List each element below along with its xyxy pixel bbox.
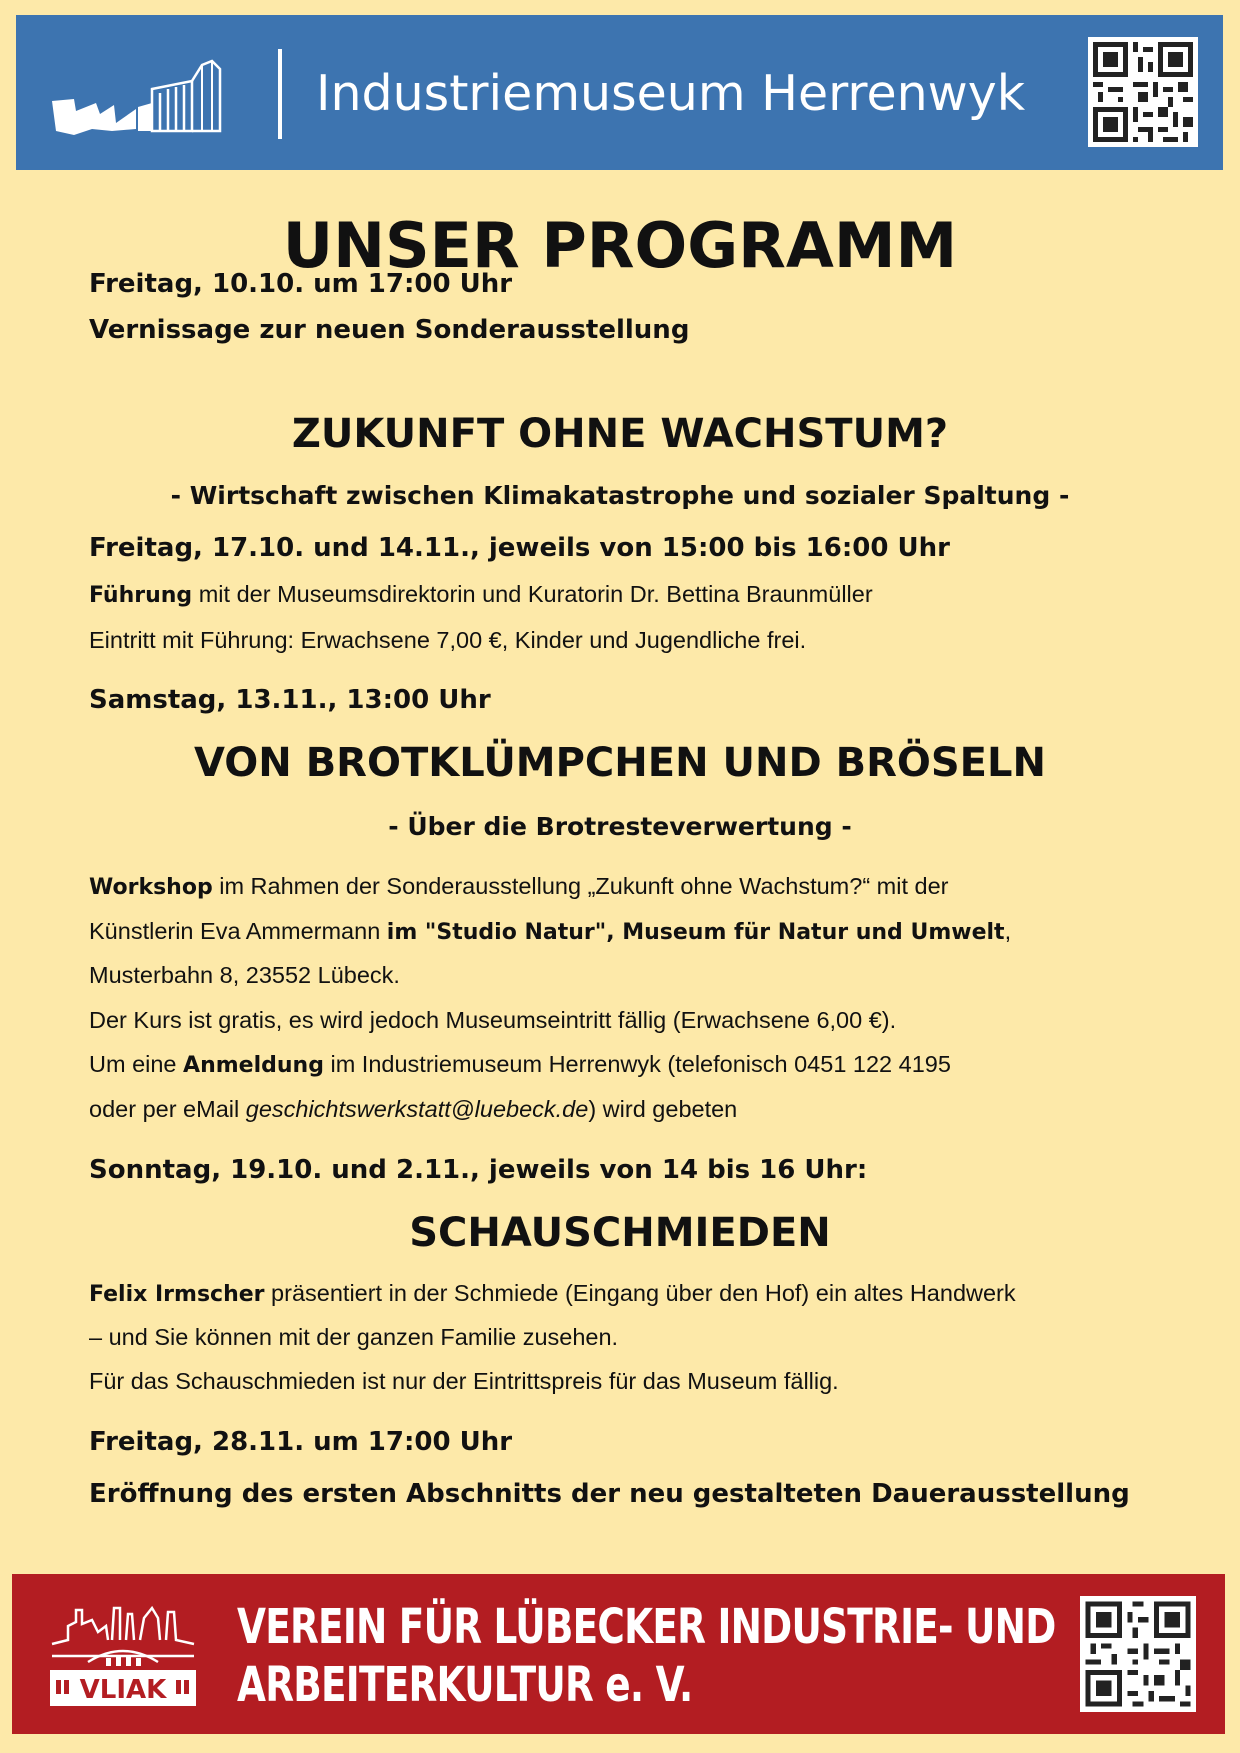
event-3-subtitle: - Über die Brotresteverwertung - [388,812,852,841]
event-2-line-2: Eintritt mit Führung: Erwachsene 7,00 €, Kinder und Jugendliche frei. [89,627,807,653]
event-3-line-4: Der Kurs ist gratis, es wird jedoch Museumseintritt fällig (Erwachsene 6,00 €). [89,1007,897,1033]
event-3-registration: Anmeldung [183,1053,324,1078]
event-2-keyword: Führung [89,583,193,608]
event-4-line-2: – und Sie können mit der ganzen Familie zusehen. [89,1324,619,1350]
event-3-title: VON BROTKLÜMPCHEN UND BRÖSELN [194,740,1046,786]
event-4-line-1 [89,1273,1016,1315]
event-3-line-5-c: im Industriemuseum Herrenwyk (telefonisch 0451 122 4195 [323,1051,951,1077]
event-3-line-2-c: , [1004,918,1012,944]
event-5-date: Freitag, 28.11. um 17:00 Uhr [89,1427,513,1457]
event-3-line-5-a: Um eine [89,1051,184,1077]
event-3-date: Samstag, 13.11., 13:00 Uhr [89,685,491,715]
footer-banner [12,1574,1225,1734]
header-banner [16,15,1223,170]
event-1-subtitle: - Wirtschaft zwischen Klimakatastrophe und sozialer Spaltung - [170,481,1070,510]
header-divider [278,49,282,139]
event-3-line-1-text: im Rahmen der Sonderausstellung „Zukunft ohne Wachstum?“ mit der [212,873,949,899]
event-3-keyword: Workshop [89,875,213,900]
factory-silhouette-icon [52,59,252,139]
event-3-line-3: Musterbahn 8, 23552 Lübeck. [89,962,400,988]
association-name-line-1: VEREIN FÜR LÜBECKER INDUSTRIE- UND [237,1599,1056,1655]
association-name [237,1598,1056,1714]
event-4-title: SCHAUSCHMIEDEN [409,1210,831,1256]
association-name-line-2: ARBEITERKULTUR e. V. [237,1657,693,1713]
program-title: UNSER PROGRAMM [282,209,958,282]
vliak-logo-text: VLIAK [79,1675,167,1705]
event-3-line-6-c: ) wird gebeten [588,1096,738,1122]
museum-title: Industriemuseum Herrenwyk [316,65,1026,122]
event-3-line-5 [89,1044,951,1086]
event-2-date: Freitag, 17.10. und 14.11., jeweils von 15:00 bis 16:00 Uhr [89,533,950,563]
event-4-line-3: Für das Schauschmieden ist nur der Eintrittspreis für das Museum fällig. [89,1368,839,1394]
event-3-line-2 [89,911,1011,953]
event-5-intro: Eröffnung des ersten Abschnitts der neu gestalteten Dauerausstellung [89,1479,1130,1509]
event-1-intro: Vernissage zur neuen Sonderausstellung [89,315,690,345]
event-3-line-2-a: Künstlerin Eva Ammermann [89,918,387,944]
event-1-title: ZUKUNFT OHNE WACHSTUM? [291,411,949,457]
event-2-line-1-text: mit der Museumsdirektorin und Kuratorin Dr. Bettina Braunmüller [192,581,873,607]
event-2-line-1 [89,574,873,616]
qr-code-icon [1088,37,1198,147]
event-3-line-6-a: oder per eMail [89,1096,246,1122]
event-1-date: Freitag, 10.10. um 17:00 Uhr [89,269,513,299]
event-3-email[interactable]: geschichtswerkstatt@luebeck.de [245,1096,589,1122]
vliak-logo-icon [48,1600,198,1712]
event-3-location: im "Studio Natur", Museum für Natur und Umwelt [386,920,1005,945]
event-3-line-1 [89,866,949,908]
event-4-date: Sonntag, 19.10. und 2.11., jeweils von 14 bis 16 Uhr: [89,1155,868,1185]
qr-code-icon [1080,1596,1196,1712]
event-4-line-1-text: präsentiert in der Schmiede (Eingang über den Hof) ein altes Handwerk [264,1280,1016,1306]
event-4-name: Felix Irmscher [89,1282,265,1307]
event-3-line-6 [89,1089,737,1129]
